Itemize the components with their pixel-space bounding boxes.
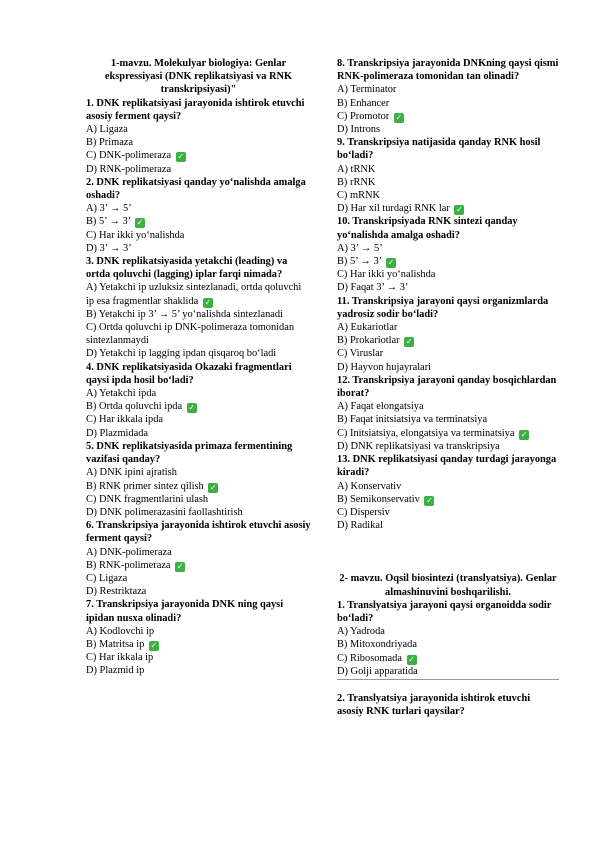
answer-option-text: B) Ortda qoluvchi ipda (86, 401, 183, 413)
answer-option (86, 202, 311, 215)
answer-option-text: D) Radikal (337, 520, 383, 532)
question-text: 10. Transkripsiyada RNK sintezi qanday yo‘nalishda amalga oshadi? (337, 216, 518, 241)
answer-option-text: D) Faqat 3’ → 3’ (337, 282, 409, 294)
answer-option (337, 480, 559, 493)
answer-option (337, 347, 559, 360)
answer-option (86, 506, 311, 519)
section-1-title: 1-mavzu. Molekulyar biologiya: Genlar ekspressiyasi (DNK replikatsiyasi va RNK transkripsiyasi)" (104, 58, 293, 96)
check-mark-icon: ✓ (456, 205, 463, 215)
answer-option-text: A) Yadroda (337, 626, 385, 638)
answer-option-text: C) DNK fragmentlarini ulash (86, 493, 209, 505)
answer-option-text: B) Mitoxondriyada (337, 639, 417, 651)
answer-option-text: B) Matritsa ip (86, 638, 145, 650)
check-mark-icon: ✓ (395, 112, 403, 122)
answer-option (337, 638, 559, 651)
answer-option-text: A) 3’ → 5’ (86, 203, 132, 215)
answer-option-text: D) RNK-polimeraza (86, 163, 172, 175)
answer-option-text: D) Yetakchi ip lagging ipdan qisqaroq bo‘ladi (86, 348, 277, 360)
answer-option-text: B) RNK-polimeraza (86, 559, 171, 571)
answer-option-text: B) RNK primer sintez qilish (86, 480, 204, 492)
section-2-title: 2- mavzu. Oqsil biosintezi (translyatsiya). Genlar almashinuvini boshqarilishi. (339, 573, 557, 598)
answer-option (337, 400, 559, 413)
answer-option (337, 268, 559, 281)
answer-option (86, 308, 311, 321)
answer-option-text: A) Yetakchi ipda (86, 388, 157, 400)
answer-option (337, 97, 559, 110)
answer-option-text: D) Restriktaza (86, 586, 147, 598)
check-mark-icon: ✓ (520, 429, 528, 439)
answer-option (86, 123, 311, 136)
check-mark-icon: ✓ (405, 337, 413, 347)
answer-option (337, 413, 559, 426)
answer-option (86, 546, 311, 559)
answer-option-text: C) Initsiatsiya, elongatsiya va terminatsiya (337, 427, 515, 439)
answer-option-text: C) Viruslar (337, 348, 384, 360)
section-gap (337, 532, 559, 572)
check-mark-icon: ✓ (387, 258, 395, 268)
answer-option-text: A) tRNK (337, 163, 376, 175)
spacer (337, 680, 559, 692)
answer-option-text: C) Ribosomada (337, 652, 402, 664)
answer-option (86, 664, 311, 677)
section-2-question-2: 2. Translyatsiya jarayonida ishtirok etuvchi asosiy RNK turlari qaysilar? (337, 692, 531, 718)
answer-option (337, 652, 559, 665)
check-mark-icon: ✓ (210, 482, 217, 492)
answer-option (337, 163, 559, 176)
check-mark-icon: ✓ (150, 640, 158, 650)
answer-option-text: C) mRNK (337, 190, 381, 202)
answer-option (337, 493, 559, 506)
answer-option-text: D) DNK polimerazasini faollashtirish (86, 506, 243, 518)
answer-option (337, 440, 559, 453)
left-column (86, 57, 311, 678)
answer-option-text: C) Ligaza (86, 572, 128, 584)
question-text: 2. DNK replikatsiyasi qanday yo‘nalishda amalga oshadi? (86, 176, 306, 202)
answer-option (86, 559, 311, 572)
question-text: 13. DNK replikatsiyasi qanday turdagi jarayonga kiradi? (337, 454, 557, 479)
answer-option (86, 466, 311, 479)
left-question-list (86, 97, 311, 678)
answer-option-text: D) Introns (337, 124, 380, 136)
answer-option-text: C) Har ikkala ip (86, 652, 154, 664)
question-text: 3. DNK replikatsiyasida yetakchi (leading) va ortda qoluvchi (lagging) iplar farqi nimada? (86, 256, 288, 281)
question-text: 8. Transkripsiya jarayonida DNKning qaysi qismi RNK-polimeraza tomonidan tan olinadi? (337, 58, 559, 83)
answer-option (337, 242, 559, 255)
answer-option-text: C) Ortda qoluvchi ip DNK-polimeraza tomonidan sintezlanmaydi (86, 322, 295, 347)
answer-option-text: A) DNK-polimeraza (86, 546, 172, 558)
question-text: 6. Transkripsiya jarayonida ishtirok etuvchi asosiy ferment qaysi? (86, 520, 311, 545)
check-mark-icon: ✓ (136, 218, 144, 228)
answer-option (86, 347, 311, 360)
answer-option (86, 321, 311, 347)
question-text: 1. Translyatsiya jarayoni qaysi organoidda sodir bo‘ladi? (337, 599, 552, 624)
answer-option-text: B) Semikonservativ (337, 493, 420, 505)
answer-option-text: C) Dispersiv (337, 506, 390, 518)
question-text: 11. Transkripsiya jarayoni qaysi organizmlarda yadrosiz sodir bo‘ladi? (337, 295, 549, 320)
check-mark-icon: ✓ (177, 152, 185, 162)
answer-option-text: C) Har ikki yo‘nalishda (337, 269, 436, 281)
check-mark-icon: ✓ (426, 495, 433, 505)
answer-option-text: D) Plazmidada (86, 427, 149, 439)
answer-option (86, 638, 311, 651)
answer-option-text: A) DNK ipini ajratish (86, 467, 177, 479)
answer-option (337, 334, 559, 347)
answer-option-text: A) Terminator (337, 84, 397, 96)
question-text: 12. Transkripsiya jarayoni qanday bosqichlardan iborat? (337, 374, 557, 400)
check-mark-icon: ✓ (204, 297, 212, 307)
answer-option (337, 665, 559, 678)
answer-option (86, 136, 311, 149)
question-text: 5. DNK replikatsiyasida primaza fermentining vazifasi qanday? (86, 440, 293, 466)
answer-option (86, 215, 311, 228)
question-text: 9. Transkripsiya natijasida qanday RNK hosil bo‘ladi? (337, 137, 541, 162)
answer-option-text: D) Har xil turdagi RNK lar (337, 203, 450, 215)
answer-option (337, 110, 559, 123)
answer-option (337, 202, 559, 215)
answer-option (86, 400, 311, 413)
answer-option (86, 572, 311, 585)
answer-option-text: B) 5’ → 3’ (337, 256, 382, 268)
answer-option (86, 229, 311, 242)
answer-option-text: D) Hayvon hujayralari (337, 361, 432, 373)
answer-option (86, 625, 311, 638)
answer-option (86, 585, 311, 598)
answer-option-text: A) Konservativ (337, 480, 402, 492)
answer-option (337, 123, 559, 136)
answer-option-text: B) Prokariotlar (337, 335, 400, 347)
right-column (337, 57, 559, 718)
answer-option (337, 519, 559, 532)
answer-option-text: D) 3’ → 3’ (86, 242, 132, 254)
answer-option (86, 281, 311, 307)
answer-option-text: B) Primaza (86, 137, 134, 149)
answer-option (337, 281, 559, 294)
right-question-list (337, 57, 559, 532)
answer-option (86, 493, 311, 506)
answer-option-text: A) Kodlovchi ip (86, 625, 155, 637)
answer-option-text: B) Faqat initsiatsiya va terminatsiya (337, 414, 488, 426)
answer-option (86, 163, 311, 176)
answer-option (337, 83, 559, 96)
answer-option (337, 361, 559, 374)
answer-option (86, 651, 311, 664)
answer-option (86, 427, 311, 440)
answer-option (86, 149, 311, 162)
answer-option-text: B) 5’ → 3’ (86, 216, 131, 228)
question-text: 4. DNK replikatsiyasida Okazaki fragmentlari qaysi ipda hosil bo‘ladi? (86, 361, 292, 386)
answer-option (337, 625, 559, 638)
answer-option-text: A) Ligaza (86, 124, 128, 136)
answer-option (337, 427, 559, 440)
answer-option-text: B) Enhancer (337, 97, 390, 109)
answer-option (86, 480, 311, 493)
answer-option-text: C) Har ikkala ipda (86, 414, 164, 426)
answer-option (337, 189, 559, 202)
answer-option-text: B) rRNK (337, 176, 376, 188)
question-text: 7. Transkripsiya jarayonida DNK ning qaysi ipidan nusxa olinadi? (86, 599, 284, 624)
section-2-question-1 (337, 599, 559, 678)
answer-option (86, 387, 311, 400)
answer-option-text: B) Yetakchi ip 3’ → 5’ yo‘nalishda sintezlanadi (86, 308, 283, 320)
answer-option (337, 176, 559, 189)
answer-option-text: C) DNK-polimeraza (86, 150, 172, 162)
answer-option-text: A) Faqat elongatsiya (337, 401, 424, 413)
check-mark-icon: ✓ (176, 561, 184, 571)
answer-option (337, 506, 559, 519)
answer-option-text: C) Har ikki yo‘nalishda (86, 229, 185, 241)
answer-option-text: A) Yetakchi ip uzluksiz sintezlanadi, ortda qoluvchi ip esa fragmentlar shaklida (86, 282, 302, 307)
answer-option (337, 321, 559, 334)
answer-option (86, 413, 311, 426)
answer-option-text: A) 3’ → 5’ (337, 242, 383, 254)
answer-option-text: C) Promotor (337, 110, 390, 122)
answer-option-text: A) Eukariotlar (337, 322, 398, 334)
answer-option (337, 255, 559, 268)
answer-option-text: D) Golji apparatida (337, 665, 418, 677)
answer-option (86, 242, 311, 255)
answer-option-text: D) Plazmid ip (86, 665, 145, 677)
check-mark-icon: ✓ (188, 403, 196, 413)
check-mark-icon: ✓ (408, 654, 415, 664)
answer-option-text: D) DNK replikatsiyasi va transkripsiya (337, 440, 500, 452)
question-text: 1. DNK replikatsiyasi jarayonida ishtirok etuvchi asosiy ferment qaysi? (86, 97, 305, 122)
